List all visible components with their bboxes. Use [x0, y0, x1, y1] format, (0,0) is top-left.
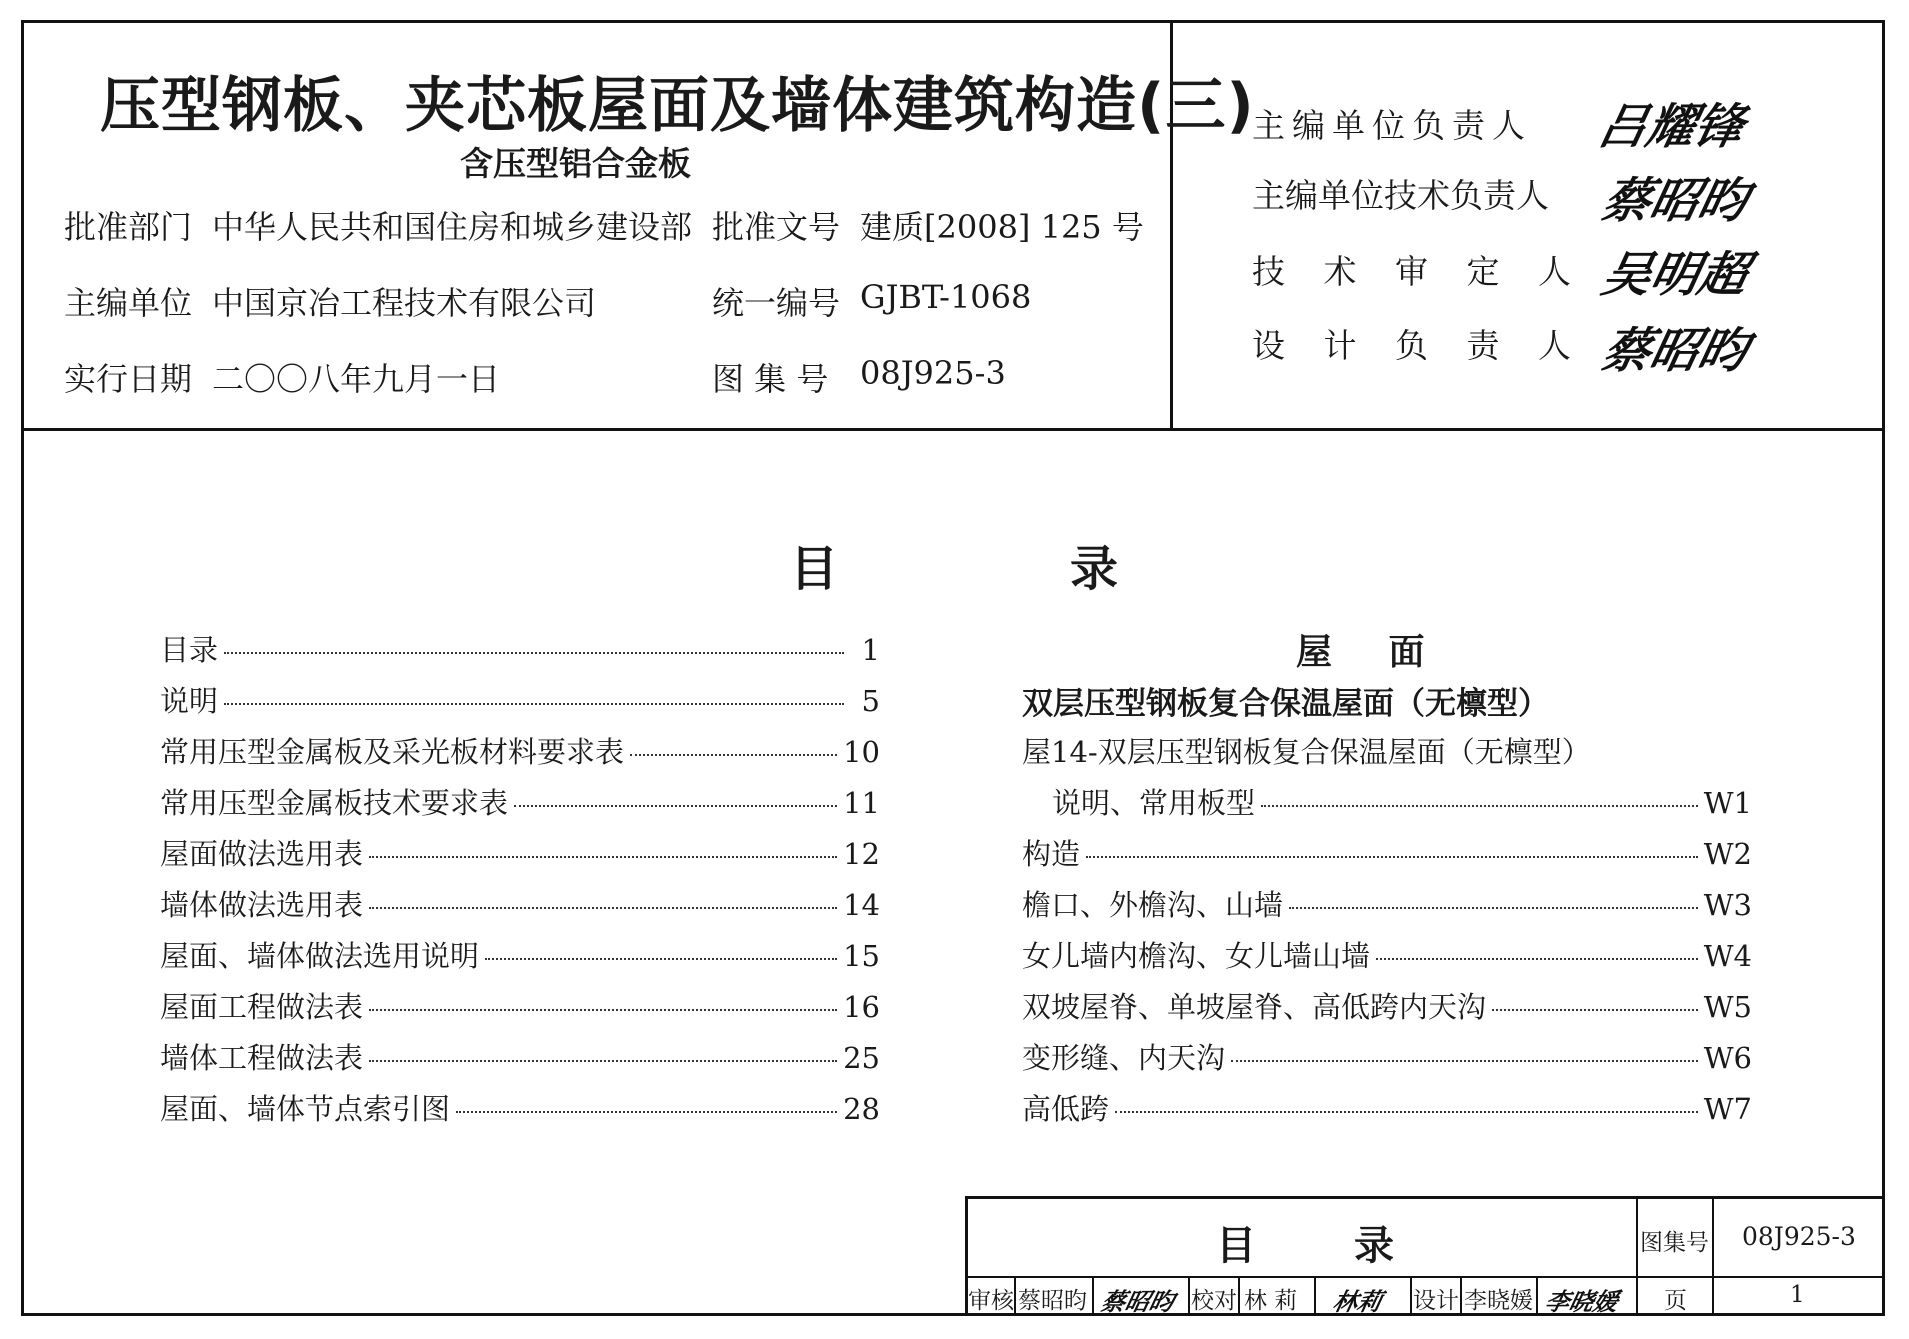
cell-divider [1092, 1276, 1094, 1316]
atlas-number-label: 图集号 [1640, 1230, 1709, 1256]
resp-signature: 蔡昭昀 [1597, 323, 1754, 379]
toc-section-heading: 屋 面 [1296, 632, 1447, 673]
info-approval-dept-label: 批准部门 [64, 208, 193, 246]
toc-left-item[interactable]: 说明 5 [160, 684, 880, 718]
info-approval-doc-value: 建质[2008] 125 号 [860, 208, 1144, 246]
title-block-row-divider [965, 1276, 1885, 1278]
toc-left-item[interactable]: 常用压型金属板技术要求表 11 [160, 786, 880, 820]
toc-right-item[interactable]: 双坡屋脊、单坡屋脊、高低跨内天沟 W5 [1022, 990, 1752, 1024]
cell-divider [1014, 1276, 1016, 1316]
toc-left-item[interactable]: 屋面、墙体做法选用说明 15 [160, 939, 880, 973]
toc-title-a: 目 [790, 541, 839, 597]
toc-right-item[interactable]: 说明、常用板型 W1 [1052, 786, 1752, 820]
resp-role-tech-reviewer: 技 术 审 定 人 [1252, 252, 1585, 291]
review-name: 蔡昭昀 [1018, 1288, 1087, 1314]
resp-role-design-lead: 设 计 负 责 人 [1252, 326, 1585, 365]
toc-left-item[interactable]: 墙体工程做法表 25 [160, 1041, 880, 1075]
toc-right-item[interactable]: 高低跨 W7 [1022, 1092, 1752, 1126]
design-name: 李晓媛 [1464, 1288, 1533, 1314]
toc-left-item[interactable]: 屋面工程做法表 16 [160, 990, 880, 1024]
toc-right-item[interactable]: 檐口、外檐沟、山墙 W3 [1022, 888, 1752, 922]
review-label: 审核 [968, 1288, 1014, 1314]
check-signature: 林莉 [1330, 1287, 1385, 1316]
toc-subsection-heading: 双层压型钢板复合保温屋面（无檩型） [1022, 686, 1549, 722]
info-unified-no-value: GJBT-1068 [860, 278, 1032, 316]
info-approval-dept-value: 中华人民共和国住房和城乡建设部 [212, 208, 693, 246]
title-block-title-b: 录 [1354, 1223, 1394, 1269]
cell-divider [1460, 1276, 1462, 1316]
toc-right-item[interactable]: 女儿墙内檐沟、女儿墙山墙 W4 [1022, 939, 1752, 973]
toc-left-item[interactable]: 屋面做法选用表 12 [160, 837, 880, 871]
info-atlas-no-label: 图 集 号 [712, 360, 829, 398]
atlas-subtitle: 含压型铝合金板 [460, 144, 691, 183]
toc-left-item[interactable]: 常用压型金属板及采光板材料要求表 10 [160, 735, 880, 769]
info-atlas-no-value: 08J925-3 [860, 354, 1006, 392]
info-unified-no-label: 统一编号 [712, 284, 841, 322]
info-editor-value: 中国京冶工程技术有限公司 [212, 284, 597, 322]
title-block-col-divider [1712, 1196, 1714, 1316]
resp-role-tech-chief: 主编单位技术负责人 [1252, 176, 1549, 215]
cell-divider [1536, 1276, 1538, 1316]
resp-signature: 吕耀锋 [1593, 99, 1750, 155]
page-label: 页 [1664, 1288, 1687, 1314]
design-label: 设计 [1413, 1288, 1459, 1314]
info-effective-date-value: 二〇〇八年九月一日 [212, 360, 501, 398]
check-label: 校对 [1191, 1288, 1237, 1314]
toc-left-item[interactable]: 墙体做法选用表 14 [160, 888, 880, 922]
resp-signature: 吴明超 [1597, 247, 1754, 303]
toc-left-item[interactable]: 屋面、墙体节点索引图 28 [160, 1092, 880, 1126]
atlas-number-value: 08J925-3 [1742, 1222, 1856, 1251]
info-editor-label: 主编单位 [64, 284, 193, 322]
review-signature: 蔡昭昀 [1098, 1287, 1177, 1316]
resp-role-chief-unit: 主编单位负责人 [1252, 106, 1532, 145]
cell-divider [1188, 1276, 1190, 1316]
resp-signature: 蔡昭昀 [1597, 173, 1754, 229]
design-signature: 李晓媛 [1542, 1287, 1621, 1316]
toc-right-item[interactable]: 变形缝、内天沟 W6 [1022, 1041, 1752, 1075]
toc-left-item[interactable]: 目录 1 [160, 633, 880, 667]
title-block-col-divider [1636, 1196, 1638, 1316]
info-effective-date-label: 实行日期 [64, 360, 193, 398]
cell-divider [1410, 1276, 1412, 1316]
header-bottom-line [21, 428, 1885, 431]
check-name: 林 莉 [1244, 1288, 1298, 1314]
toc-group-title: 屋14-双层压型钢板复合保温屋面（无檩型） [1022, 735, 1591, 769]
toc-title-b: 录 [1070, 541, 1119, 597]
toc-right-item[interactable]: 构造 W2 [1022, 837, 1752, 871]
cell-divider [1238, 1276, 1240, 1316]
title-block-title-a: 目 [1216, 1223, 1256, 1269]
atlas-title: 压型钢板、夹芯板屋面及墙体建筑构造(三) [100, 71, 1255, 141]
info-approval-doc-label: 批准文号 [712, 208, 841, 246]
cell-divider [1314, 1276, 1316, 1316]
page-value: 1 [1790, 1282, 1805, 1308]
